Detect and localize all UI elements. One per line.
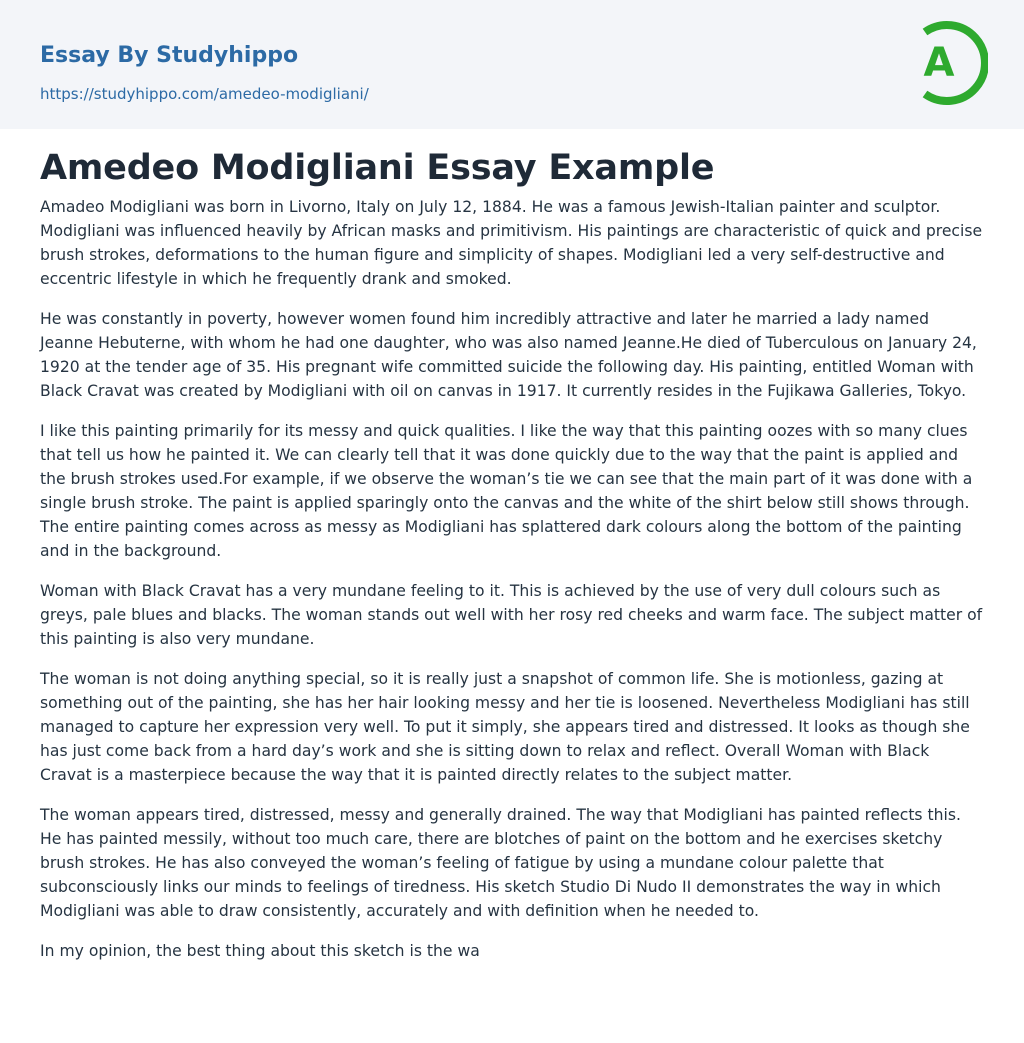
site-header <box>0 0 1024 129</box>
article-body <box>40 195 984 963</box>
article-paragraph: Amadeo Modigliani was born in Livorno, Italy on July 12, 1884. He was a famous Jewish-Italian painter and sculptor. Modigliani was influenced heavily by African masks and primitivism. His paintings are characteristic of quick and precise brush strokes, deformations to the human figure and simplicity of shapes. Modigliani led a very self-destructive and eccentric lifestyle in which he frequently drank and smoked. <box>40 198 983 288</box>
article-paragraph: In my opinion, the best thing about this sketch is the wa <box>40 942 480 960</box>
logo-letter: A <box>923 40 955 86</box>
studyhippo-logo-icon[interactable] <box>898 18 988 108</box>
article-paragraph: Woman with Black Cravat has a very mundane feeling to it. This is achieved by the use of very dull colours such as greys, pale blues and blacks. The woman stands out well with her rosy red cheeks and warm face. The subject matter of this painting is also very mundane. <box>40 582 983 648</box>
article-paragraph: The woman appears tired, distressed, messy and generally drained. The way that Modigliani has painted reflects this. He has painted messily, without too much care, there are blotches of paint on the bottom and he exercises sketchy brush strokes. He has also conveyed the woman’s feeling of fatigue by using a mundane colour palette that subconsciously links our minds to feelings of tiredness. His sketch Studio Di Nudo II demonstrates the way in which Modigliani was able to draw consistently, accurately and with definition when he needed to. <box>40 806 961 920</box>
article-paragraph: The woman is not doing anything special, so it is really just a snapshot of common life. She is motionless, gazing at something out of the painting, she has her hair looking messy and her tie is loosened. Nevertheless Modigliani has still managed to capture her expression very well. To put it simply, she appears tired and distressed. It looks as though she has just come back from a hard day’s work and she is sitting down to relax and reflect. Overall Woman with Black Cravat is a masterpiece because the way that it is painted directly relates to the subject matter. <box>40 670 970 784</box>
article-paragraph: He was constantly in poverty, however women found him incredibly attractive and later he married a lady named Jeanne Hebuterne, with whom he had one daughter, who was also named Jeanne.He died of Tuberculous on January 24, 1920 at the tender age of 35. His pregnant wife committed suicide the following day. His painting, entitled Woman with Black Cravat was created by Modigliani with oil on canvas in 1917. It currently resides in the Fujikawa Galleries, Tokyo. <box>40 310 977 400</box>
article <box>40 143 984 979</box>
site-brand[interactable]: Essay By Studyhippo <box>40 43 299 68</box>
article-title: Amedeo Modigliani Essay Example <box>40 148 715 188</box>
article-paragraph: I like this painting primarily for its messy and quick qualities. I like the way that this painting oozes with so many clues that tell us how he painted it. We can clearly tell that it was done quickly due to the way that the paint is applied and the brush strokes used.For example, if we observe the woman’s tie we can see that the main part of it was done with a single brush stroke. The paint is applied sparingly onto the canvas and the white of the shirt below still shows through. The entire painting comes across as messy as Modigliani has splattered dark colours along the bottom of the painting and in the background. <box>40 422 973 560</box>
page-url-link[interactable]: https://studyhippo.com/amedeo-modigliani/ <box>40 85 369 103</box>
